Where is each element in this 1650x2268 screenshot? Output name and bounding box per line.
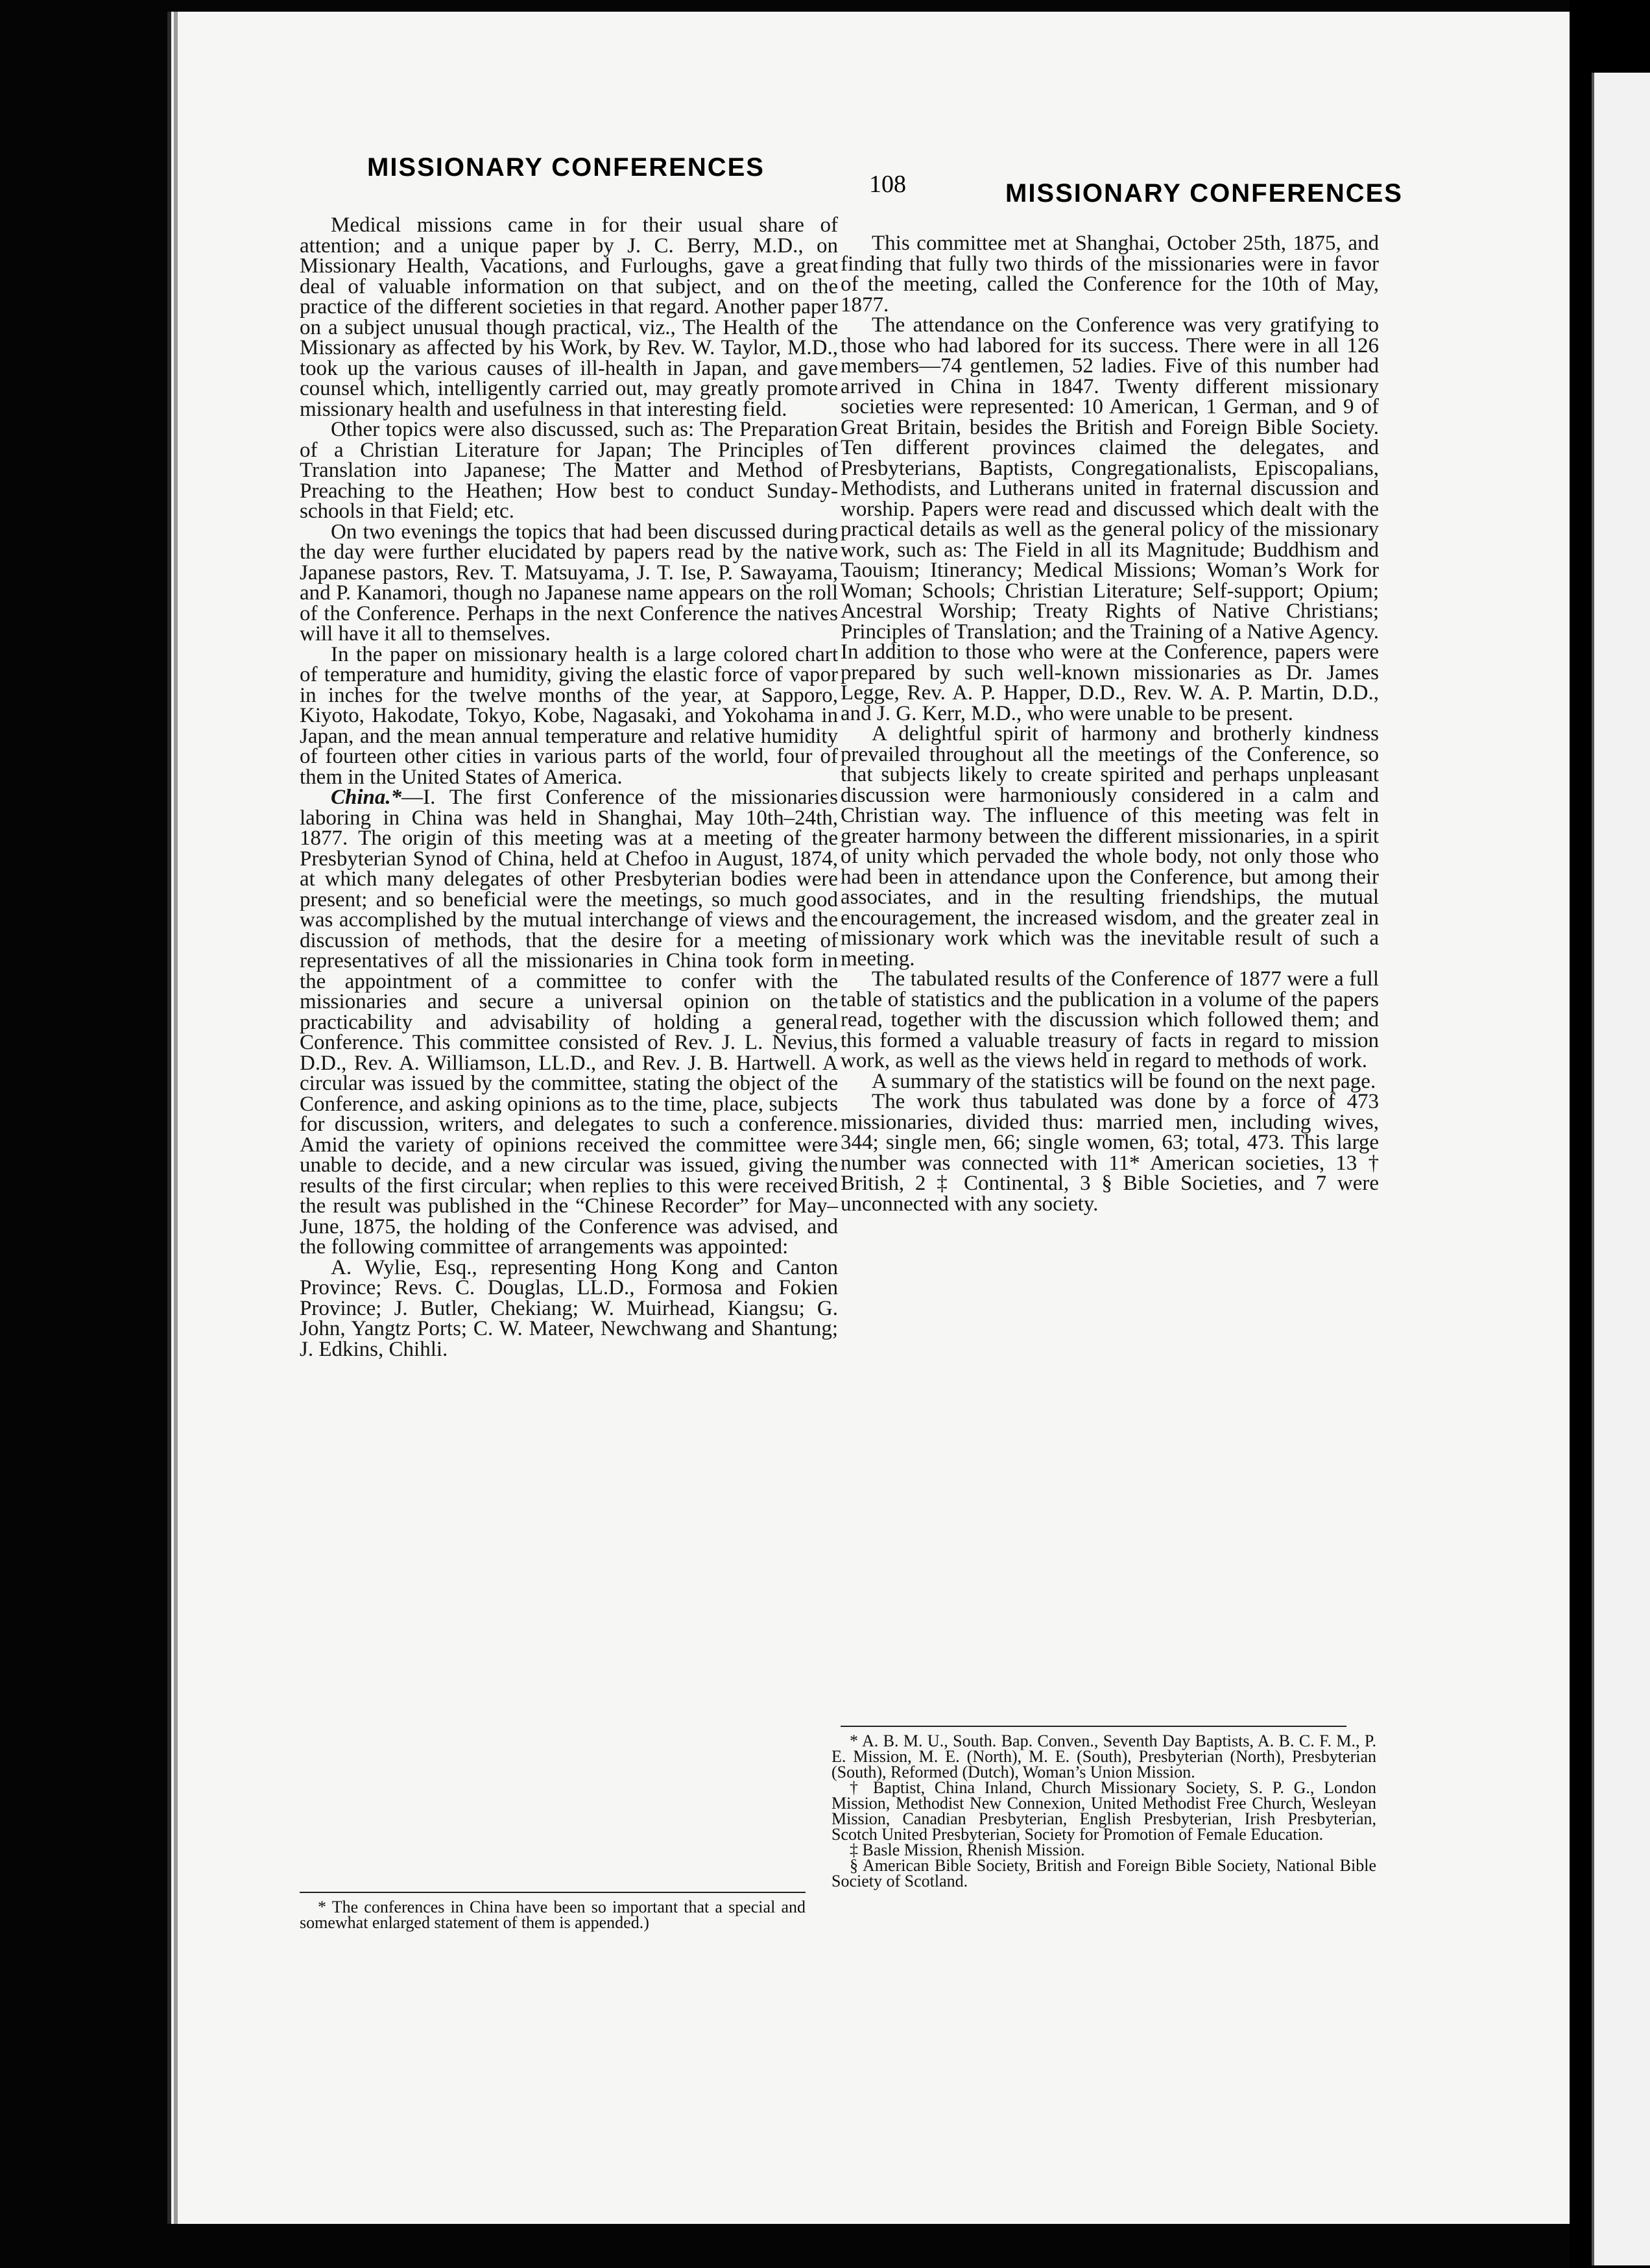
paragraph-other-topics: Other topics were also discussed, such as: The Preparation of a Christian Literature for Japan; The Principles of Translation into Japanese; The Matter and Method of Preaching to the Heathen; How best to conduct Sunday-schools in that Field; etc.: [300, 418, 838, 523]
paragraph-committee-list: A. Wylie, Esq., representing Hong Kong and Canton Province; Revs. C. Douglas, LL.D., Formosa and Fokien Province; J. Butler, Chekiang; W. Muirhead, Kiangsu; G. John, Yangtz Ports; C. W. Mateer, Newchwang and Shantung; J. Edkins, Chihli.: [300, 1255, 838, 1361]
footnote-divider-right: [841, 1726, 1346, 1727]
footnote-divider-left: [300, 1892, 806, 1893]
china-text: —I. The first Conference of the missionaries laboring in China was held in Shanghai, May 10th–24th, 1877. The origin of this meeting was at a meeting of the Presbyterian Synod of China, held at Chefoo in August, 1874, at which many delegates of other Presbyterian bodies were present; and so beneficial were the meetings, so much good was accomplished by the mutual interchange of views and the discussion of methods, that the desire for a meeting of representatives of all the missionaries in China took form in the appointment of a committee to confer with the missionaries and secure a universal opinion on the practicability and advisability of holding a general Conference. This committee consisted of Rev. J. L. Nevius, D.D., Rev. A. Williamson, LL.D., and Rev. J. B. Hartwell. A circular was issued by the committee, stating the object of the Conference, and asking opinions as to the time, place, subjects for discussion, writers, and delegates to such a conference. Amid the variety of opinions received the committee were unable to decide, and a new circular was issued, giving the results of the first circular; when replies to this were received the result was published in the “Chinese Recorder” for May–June, 1875, the holding of the Conference was advised, and the following committee of arrangements was appointed:: [300, 786, 838, 1259]
paragraph-work-tabulated: The work thus tabulated was done by a force of 473 missionaries, divided thus: married men, including wives, 344; single men, 66; single women, 63; total, 473. This large number was connected with 11* American societies, 13 † British, 2 ‡ Continental, 3 § Bible Societies, and 7 were unconnected with any society.: [841, 1090, 1379, 1216]
paragraph-attendance: The attendance on the Conference was very gratifying to those who had labored for its success. There were in all 126 members—74 gentlemen, 52 ladies. Five of this number had arrived in China in 1847. Twenty different missionary societies were represented: 10 American, 1 German, and 9 of Great Britain, besides the British and Foreign Bible Society. Ten different provinces claimed the delegates, and Presbyterians, Baptists, Congregationalists, Episcopalians, Methodists, and Lutherans united in fraternal discussion and worship. Papers were read and discussed which dealt with the practical details as well as the general policy of the missionary work, such as: The Field in all its Magnitude; Buddhism and Taouism; Itinerancy; Medical Missions; Woman’s Work for Woman; Schools; Christian Literature; Self-support; Opium; Ancestral Worship; Treaty Rights of Native Christians; Principles of Translation; and the Training of a Native Agency. In addition to those who were at the Conference, papers were prepared by such well-known missionaries as Dr. James Legge, Rev. A. P. Happer, D.D., Rev. W. A. P. Martin, D.D., and J. G. Kerr, M.D., who were unable to be present.: [841, 313, 1379, 725]
footnote-bible-societies: § American Bible Society, British and Foreign Bible Society, National Bible Society of Scotland.: [831, 1856, 1376, 1890]
page-number: 108: [869, 171, 906, 198]
running-header-right: MISSIONARY CONFERENCES: [1005, 179, 1403, 208]
paragraph-two-evenings: On two evenings the topics that had been discussed during the day were further elucidated by papers read by the native Japanese pastors, Rev. T. Matsuyama, J. T. Ise, P. Sawayama, and P. Kanamori, though no Japanese name appears on the roll of the Conference. Perhaps in the next Conference the natives will have it all to themselves.: [300, 520, 838, 645]
paragraph-harmony: A delightful spirit of harmony and brotherly kindness prevailed throughout all the meetings of the Conference, so that subjects likely to create spirited and perhaps unpleasant discussion were harmoniously considered in a calm and Christian way. The influence of this meeting was felt in greater harmony between the different missionaries, in a spirit of unity which pervaded the whole body, not only those who had been in attendance upon the Conference, but among their associates, and in the resulting friendships, the mutual encouragement, the increased wisdom, and the greater zeal in missionary work which was the inevitable result of such a meeting.: [841, 722, 1379, 971]
footnote-left: [300, 1900, 806, 1931]
paragraph-medical-missions: Medical missions came in for their usual share of attention; and a unique paper by J. C. Berry, M.D., on Missionary Health, Vacations, and Furloughs, gave a great deal of valuable information on that subject, and on the practice of the different societies in that regard. Another paper on a subject unusual though practical, viz., The Health of the Missionary as affected by his Work, by Rev. W. Taylor, M.D., took up the various causes of ill-health in Japan, and gave counsel which, intelligently carried out, may greatly promote missionary health and usefulness in that interesting field.: [300, 213, 838, 421]
right-column: [841, 234, 1379, 1214]
paragraph-china: [300, 788, 838, 1258]
paragraph-tabulated-results: The tabulated results of the Conference of 1877 were a full table of statistics and the publication in a volume of the papers read, together with the discussion which followed them; and this formed a valuable treasury of facts in regard to mission work, as well as the views held in regard to methods of work.: [841, 967, 1379, 1072]
paragraph-health-chart: In the paper on missionary health is a large colored chart of temperature and humidity, giving the elastic force of vapor in inches for the twelve months of the year, at Sapporo, Kiyoto, Hakodate, Tokyo, Kobe, Nagasaki, and Yokohama in Japan, and the mean annual temperature and relative humidity of fourteen other cities in various parts of the world, four of them in the United States of America.: [300, 642, 838, 789]
section-heading-china: China.*: [331, 786, 402, 809]
left-column: [300, 215, 838, 1360]
adjacent-page-edge: [1592, 73, 1650, 2265]
footnote-continental-societies: ‡ Basle Mission, Rhenish Mission.: [850, 1840, 1085, 1859]
running-header-left: MISSIONARY CONFERENCES: [367, 153, 765, 182]
paragraph-committee-met: This committee met at Shanghai, October 25th, 1875, and finding that fully two thirds of the missionaries were in favor of the meeting, called the Conference for the 10th of May, 1877.: [841, 232, 1379, 317]
footnote-conferences-china: * The conferences in China have been so important that a special and somewhat enlarged statement of them is appended.): [300, 1898, 806, 1932]
paragraph-summary: A summary of the statistics will be found on the next page.: [872, 1069, 1376, 1093]
footnotes-right: [831, 1733, 1376, 1889]
footnote-british-societies: † Baptist, China Inland, Church Missionary Society, S. P. G., London Mission, Methodist New Connexion, United Methodist Free Church, Wesleyan Mission, Canadian Presbyterian, English Presbyterian, Irish Presbyterian, Scotch United Presbyterian, Society for Promotion of Female Education.: [831, 1778, 1376, 1844]
footnote-american-societies: * A. B. M. U., South. Bap. Conven., Seventh Day Baptists, A. B. C. F. M., P. E. Mission, M. E. (North), M. E. (South), Presbyterian (North), Presbyterian (South), Reformed (Dutch), Woman’s Union Mission.: [831, 1731, 1376, 1781]
page-gutter-edge: [174, 12, 178, 2224]
